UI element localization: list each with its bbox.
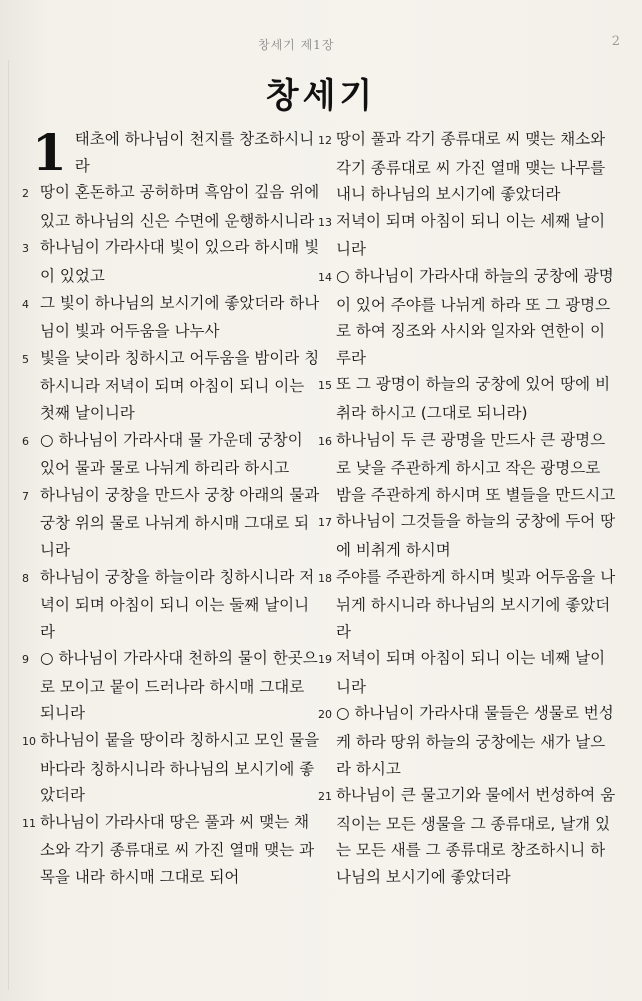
verse-text: 저녁이 되며 아침이 되니 이는 세째 날이니라 bbox=[336, 211, 606, 259]
verse-text: ○ 하나님이 가라사대 물 가운데 궁창이 있어 물과 물로 나뉘게 하리라 하시고 bbox=[40, 430, 303, 478]
verse-text: 태초에 하나님이 천지를 창조하시니라 bbox=[74, 130, 315, 175]
verse bbox=[22, 179, 322, 234]
verse-number: 11 bbox=[22, 816, 36, 830]
verse-number: 14 bbox=[318, 270, 332, 284]
verse-number: 18 bbox=[318, 571, 332, 585]
left-column bbox=[22, 123, 322, 891]
verse-text: 땅이 혼돈하고 공허하며 흑암이 깊음 위에 있고 하나님의 신은 수면에 운행하시니라 bbox=[40, 183, 320, 230]
verse-number: 20 bbox=[318, 708, 332, 722]
verse-text: 하나님이 가라사대 땅은 풀과 씨 맺는 채소와 각기 종류대로 씨 가진 열매 맺는 과목을 내라 하시매 그대로 되어 bbox=[40, 812, 315, 887]
verse-text: 그 빛이 하나님의 보시기에 좋았더라 하나님이 빛과 어두움을 나누사 bbox=[40, 293, 320, 341]
verse bbox=[22, 482, 322, 564]
verse-number: 9 bbox=[22, 653, 29, 667]
verse-text: 또 그 광명이 하늘의 궁창에 있어 땅에 비취라 하시고 (그대로 되니라) bbox=[336, 375, 611, 422]
inner-margin-shadow bbox=[8, 60, 9, 990]
verse bbox=[318, 263, 620, 371]
verse-number: 17 bbox=[318, 516, 332, 530]
verse bbox=[22, 564, 322, 646]
verse-text: 하나님이 궁창을 만드사 궁창 아래의 물과 궁창 위의 물로 나뉘게 하시매 그대로 되니라 bbox=[40, 485, 320, 559]
verse-text: 하나님이 그것들을 하늘의 궁창에 두어 땅에 비취게 하시며 bbox=[336, 512, 616, 559]
running-title: 창세기 제1장 bbox=[258, 38, 335, 52]
verse bbox=[22, 427, 322, 482]
verse-1 bbox=[22, 123, 322, 182]
verse bbox=[22, 727, 322, 809]
verse-number: 15 bbox=[318, 379, 332, 393]
verse-text: 하나님이 궁창을 하늘이라 칭하시니라 저녁이 되며 아침이 되니 이는 둘째 날이니라 bbox=[40, 567, 315, 641]
verse-text: ○ 하나님이 가라사대 하늘의 궁창에 광명이 있어 주야를 나뉘게 하라 또 그 광명으로 하여 징조와 사시와 일자와 연한이 이루라 bbox=[336, 266, 614, 367]
verse-number: 3 bbox=[22, 242, 29, 256]
verse bbox=[318, 126, 620, 208]
verse bbox=[22, 645, 322, 727]
chapter-number: 1 bbox=[32, 123, 67, 182]
verse-number: 16 bbox=[318, 434, 332, 448]
verse-text: 빛을 낮이라 칭하시고 어두움을 밤이라 칭하시니라 저녁이 되며 아침이 되니 이는 첫째 날이니라 bbox=[40, 348, 320, 422]
verse-number: 6 bbox=[22, 434, 29, 448]
verse bbox=[318, 427, 620, 509]
verse bbox=[318, 782, 620, 890]
verse-text: 땅이 풀과 각기 종류대로 씨 맺는 채소와 각기 종류대로 씨 가진 열매 맺는 나무를 내니 하나님의 보시기에 좋았더라 bbox=[336, 130, 606, 204]
verse-number: 19 bbox=[318, 653, 332, 667]
verse bbox=[318, 371, 620, 426]
verse bbox=[318, 208, 620, 263]
verse bbox=[318, 508, 620, 563]
verse-number: 8 bbox=[22, 571, 29, 585]
verse bbox=[22, 809, 322, 891]
verse-number: 10 bbox=[22, 735, 36, 749]
verse-number: 21 bbox=[318, 790, 332, 804]
verse-text: 하나님이 가라사대 빛이 있으라 하시매 빛이 있었고 bbox=[40, 238, 320, 285]
verse-text: ○ 하나님이 가라사대 물들은 생물로 번성케 하라 땅위 하늘의 궁창에는 새가 날으라 하시고 bbox=[336, 704, 614, 778]
verse-number: 7 bbox=[22, 489, 29, 503]
verse bbox=[22, 290, 322, 345]
right-column bbox=[318, 126, 620, 891]
verse-text: 하나님이 두 큰 광명을 만드사 큰 광명으로 낮을 주관하게 하시고 작은 광명으로 밤을 주관하게 하시며 또 별들을 만드시고 bbox=[336, 430, 616, 504]
verse bbox=[22, 345, 322, 427]
verse-text: ○ 하나님이 가라사대 천하의 물이 한곳으로 모이고 뭍이 드러나라 하시매 그대로 되니라 bbox=[40, 649, 318, 723]
verse-number: 2 bbox=[22, 187, 29, 201]
verse-number: 13 bbox=[318, 215, 332, 229]
book-title: 창세기 bbox=[265, 76, 377, 116]
verse bbox=[22, 234, 322, 289]
verse bbox=[318, 564, 620, 646]
verse bbox=[318, 645, 620, 700]
verse-number: 4 bbox=[22, 297, 29, 311]
verse-text: 하나님이 큰 물고기와 물에서 번성하여 움직이는 모든 생물을 그 종류대로, 날개 있는 모든 새를 그 종류대로 창조하시니 하나님의 보시기에 좋았더라 bbox=[336, 786, 616, 887]
verse-text: 하나님이 뭍을 땅이라 칭하시고 모인 물을 바다라 칭하시니라 하나님의 보시기에 좋았더라 bbox=[40, 731, 320, 805]
verse-text: 주야를 주관하게 하시며 빛과 어두움을 나뉘게 하시니라 하나님의 보시기에 좋았더라 bbox=[336, 567, 616, 641]
verse-text: 저녁이 되며 아침이 되니 이는 네째 날이니라 bbox=[336, 649, 606, 696]
verse-number: 12 bbox=[318, 134, 332, 147]
running-header bbox=[0, 32, 642, 52]
verse bbox=[318, 700, 620, 782]
page-number: 2 bbox=[611, 34, 620, 49]
verse-number: 5 bbox=[22, 352, 29, 366]
